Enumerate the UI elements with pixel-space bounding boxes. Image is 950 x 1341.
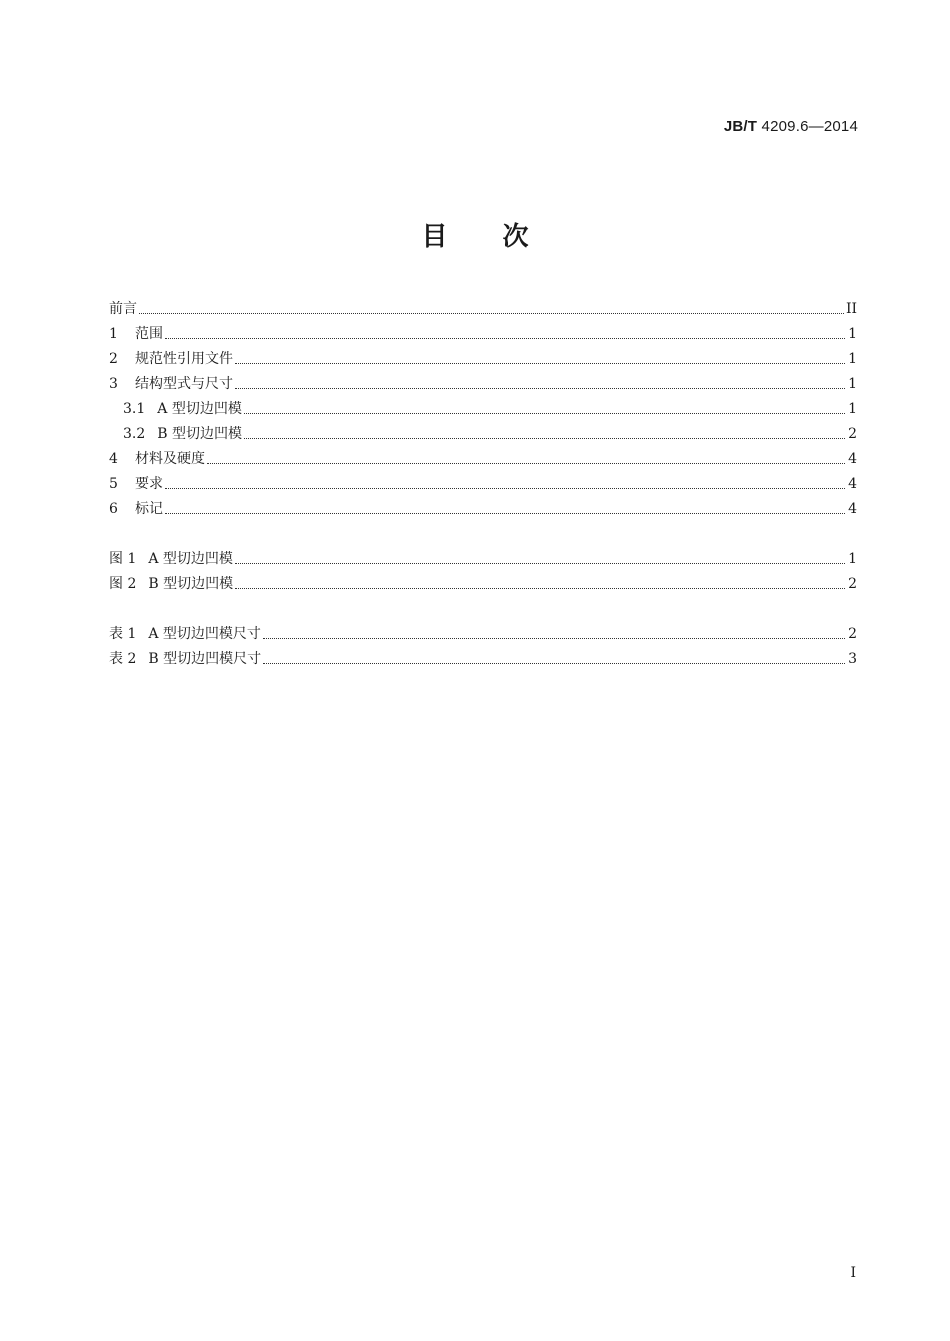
toc-entry-material-hardness[interactable] — [109, 448, 857, 468]
toc-entry-number: 2 — [109, 351, 118, 367]
toc-entry-page: 2 — [848, 576, 857, 592]
toc-entry-scope[interactable] — [109, 323, 857, 343]
toc-entry-number: 3.1 — [123, 401, 146, 417]
toc-entry-number: 图 2 — [109, 576, 137, 592]
toc-entry-title: 范围 — [135, 326, 163, 342]
page-number: I — [850, 1265, 856, 1281]
toc-entry-page: 1 — [848, 551, 857, 567]
toc-entry-type-b-die[interactable] — [109, 423, 857, 443]
toc-entry-title: 结构型式与尺寸 — [135, 376, 233, 392]
toc-entry-number: 3 — [109, 376, 118, 392]
toc-entry-figure-1[interactable] — [109, 548, 857, 568]
dot-leader — [207, 462, 845, 464]
standard-code-prefix: JB/T — [723, 118, 758, 135]
toc-entry-number: 表 2 — [109, 651, 137, 667]
toc-entry-title: B 型切边凹模尺寸 — [148, 651, 262, 667]
toc-entry-table-1[interactable] — [109, 623, 857, 643]
toc-entry-normative-references[interactable] — [109, 348, 857, 368]
dot-leader — [263, 662, 845, 664]
toc-entry-page: 4 — [848, 476, 857, 492]
toc-entry-table-2[interactable] — [109, 648, 857, 668]
standard-code-number: 4209.6—2014 — [761, 118, 858, 135]
toc-entry-figure-2[interactable] — [109, 573, 857, 593]
dot-leader — [244, 412, 845, 414]
toc-entry-title: B 型切边凹模 — [157, 426, 243, 442]
toc-entry-structure-dimensions[interactable] — [109, 373, 857, 393]
toc-entry-page: 1 — [848, 351, 857, 367]
toc-entry-page: 1 — [848, 326, 857, 342]
toc-entry-requirements[interactable] — [109, 473, 857, 493]
standard-code — [724, 118, 858, 135]
toc-entry-title: A 型切边凹模 — [157, 401, 242, 417]
toc-entry-type-a-die[interactable] — [109, 398, 857, 418]
toc-entry-title: B 型切边凹模 — [148, 576, 234, 592]
toc-entry-number: 图 1 — [109, 551, 137, 567]
toc-entry-title: 要求 — [135, 476, 163, 492]
toc-entry-number: 表 1 — [109, 626, 137, 642]
toc-entry-page: 2 — [848, 426, 857, 442]
toc-entry-page: 4 — [848, 501, 857, 517]
toc-entry-title: 标记 — [135, 501, 163, 517]
toc-entry-title: A 型切边凹模 — [148, 551, 233, 567]
dot-leader — [235, 562, 845, 564]
dot-leader — [165, 337, 845, 339]
toc-entry-title: 规范性引用文件 — [135, 351, 233, 367]
toc-entry-title: 材料及硬度 — [135, 451, 205, 467]
toc-entry-title: A 型切边凹模尺寸 — [148, 626, 261, 642]
page-title: 目 次 — [421, 222, 529, 252]
toc-entry-number: 6 — [109, 501, 118, 517]
dot-leader — [235, 387, 845, 389]
dot-leader — [235, 587, 845, 589]
dot-leader — [263, 637, 845, 639]
toc-entry-number: 1 — [109, 326, 118, 342]
toc-entry-page: 1 — [848, 376, 857, 392]
dot-leader — [139, 312, 844, 314]
toc-entry-number: 5 — [109, 476, 118, 492]
toc-entry-page: 1 — [848, 401, 857, 417]
toc-entry-number: 3.2 — [123, 426, 146, 442]
toc-entry-page: 2 — [848, 626, 857, 642]
toc-entry-page: II — [845, 301, 857, 317]
dot-leader — [235, 362, 845, 364]
dot-leader — [244, 437, 845, 439]
toc-entry-foreword[interactable] — [109, 298, 857, 318]
toc-entry-marking[interactable] — [109, 498, 857, 518]
dot-leader — [165, 512, 845, 514]
dot-leader — [165, 487, 845, 489]
toc-entry-title: 前言 — [109, 301, 137, 317]
toc-entry-page: 4 — [848, 451, 857, 467]
toc-entry-page: 3 — [848, 651, 857, 667]
toc-entry-number: 4 — [109, 451, 118, 467]
